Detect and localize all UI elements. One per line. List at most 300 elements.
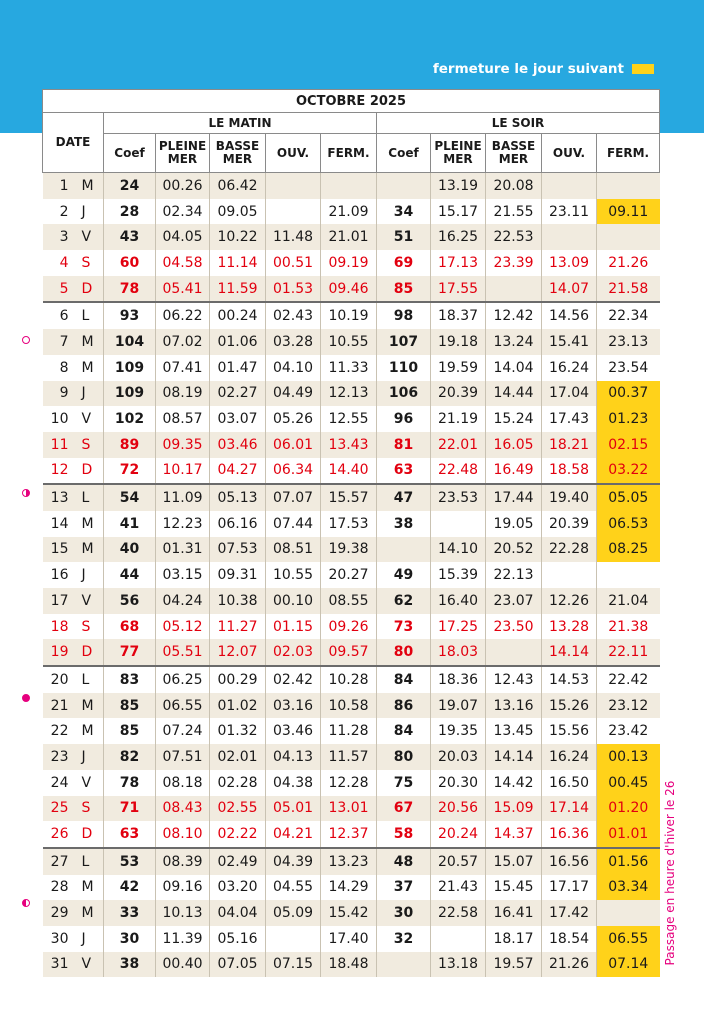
- evening-close: 22.34: [597, 302, 660, 329]
- morning-open: 08.51: [266, 537, 321, 563]
- morning-high-tide: 04.05: [156, 224, 210, 250]
- morning-low-tide: 02.01: [210, 744, 266, 770]
- evening-high-tide: 18.03: [431, 639, 486, 666]
- morning-close: 10.55: [321, 329, 377, 355]
- morning-open: 04.49: [266, 381, 321, 407]
- morning-open: 03.16: [266, 693, 321, 719]
- evening-high-tide: 20.57: [431, 848, 486, 875]
- morning-coef: 71: [104, 796, 156, 822]
- morning-open: 07.07: [266, 484, 321, 511]
- evening-high-tide: 19.07: [431, 693, 486, 719]
- evening-coef: 80: [377, 639, 431, 666]
- morning-high-tide: 10.17: [156, 458, 210, 485]
- morning-open: 05.26: [266, 406, 321, 432]
- morning-coef: 30: [104, 926, 156, 952]
- table-row: [43, 639, 660, 666]
- morning-coef: 56: [104, 588, 156, 614]
- evening-low-tide: [486, 639, 542, 666]
- morning-low-tide: 09.31: [210, 562, 266, 588]
- morning-low-tide: 11.27: [210, 614, 266, 640]
- evening-open: 22.28: [542, 537, 597, 563]
- day-of-week: M: [76, 173, 104, 199]
- evening-open: 18.58: [542, 458, 597, 485]
- table-row: [43, 484, 660, 511]
- morning-high-tide: 08.10: [156, 821, 210, 848]
- coef-header: Coef: [104, 134, 156, 173]
- morning-close: 21.01: [321, 224, 377, 250]
- evening-open: 13.09: [542, 250, 597, 276]
- morning-high-tide: 08.39: [156, 848, 210, 875]
- first-quarter-moon-icon: [22, 489, 30, 497]
- morning-close: 09.26: [321, 614, 377, 640]
- ouv-header: OUV.: [542, 134, 597, 173]
- morning-close: 14.40: [321, 458, 377, 485]
- evening-low-tide: 14.44: [486, 381, 542, 407]
- evening-close: 21.38: [597, 614, 660, 640]
- day-of-week: M: [76, 355, 104, 381]
- day-number: 1: [43, 173, 76, 199]
- day-of-week: L: [76, 484, 104, 511]
- table-row: [43, 848, 660, 875]
- evening-close: 06.53: [597, 511, 660, 537]
- morning-close: 18.48: [321, 952, 377, 978]
- day-number: 29: [43, 900, 76, 926]
- morning-coef: 44: [104, 562, 156, 588]
- evening-coef: 81: [377, 432, 431, 458]
- morning-open: 02.43: [266, 302, 321, 329]
- side-note: [661, 780, 679, 965]
- table-row: [43, 875, 660, 901]
- morning-coef: 109: [104, 381, 156, 407]
- evening-low-tide: 17.44: [486, 484, 542, 511]
- day-of-week: S: [76, 432, 104, 458]
- evening-close: 21.04: [597, 588, 660, 614]
- evening-close: 03.22: [597, 458, 660, 485]
- morning-high-tide: 08.57: [156, 406, 210, 432]
- day-number: 15: [43, 537, 76, 563]
- morning-high-tide: 07.02: [156, 329, 210, 355]
- morning-open: 07.15: [266, 952, 321, 978]
- morning-open: 01.15: [266, 614, 321, 640]
- evening-open: 17.04: [542, 381, 597, 407]
- morning-high-tide: 08.19: [156, 381, 210, 407]
- morning-open: [266, 173, 321, 199]
- morning-close: 10.58: [321, 693, 377, 719]
- day-number: 19: [43, 639, 76, 666]
- morning-header: LE MATIN: [104, 113, 377, 134]
- day-number: 12: [43, 458, 76, 485]
- morning-low-tide: 01.06: [210, 329, 266, 355]
- evening-open: 17.14: [542, 796, 597, 822]
- morning-low-tide: 02.55: [210, 796, 266, 822]
- morning-coef: 78: [104, 770, 156, 796]
- evening-close: 23.54: [597, 355, 660, 381]
- morning-coef: 33: [104, 900, 156, 926]
- evening-close: [597, 173, 660, 199]
- morning-close: 12.13: [321, 381, 377, 407]
- day-of-week: J: [76, 381, 104, 407]
- morning-close: 12.55: [321, 406, 377, 432]
- evening-close: 02.15: [597, 432, 660, 458]
- evening-coef: 84: [377, 718, 431, 744]
- evening-high-tide: 20.30: [431, 770, 486, 796]
- evening-open: 14.56: [542, 302, 597, 329]
- pleine-mer-header: PLEINE MER: [431, 134, 486, 173]
- evening-close: 03.34: [597, 875, 660, 901]
- morning-coef: 104: [104, 329, 156, 355]
- evening-close: [597, 224, 660, 250]
- morning-high-tide: 09.16: [156, 875, 210, 901]
- table-row: [43, 744, 660, 770]
- morning-close: 15.57: [321, 484, 377, 511]
- evening-high-tide: [431, 511, 486, 537]
- evening-close: 22.11: [597, 639, 660, 666]
- morning-high-tide: 11.09: [156, 484, 210, 511]
- evening-low-tide: 16.05: [486, 432, 542, 458]
- evening-high-tide: 13.19: [431, 173, 486, 199]
- day-of-week: M: [76, 329, 104, 355]
- morning-low-tide: 02.27: [210, 381, 266, 407]
- evening-close: 00.37: [597, 381, 660, 407]
- evening-low-tide: 23.50: [486, 614, 542, 640]
- new-moon-icon: [22, 336, 30, 344]
- evening-open: 14.07: [542, 276, 597, 303]
- day-number: 4: [43, 250, 76, 276]
- morning-open: 04.10: [266, 355, 321, 381]
- day-number: 6: [43, 302, 76, 329]
- morning-high-tide: 09.35: [156, 432, 210, 458]
- day-of-week: L: [76, 302, 104, 329]
- day-of-week: D: [76, 458, 104, 485]
- evening-close: 23.12: [597, 693, 660, 719]
- evening-close: 08.25: [597, 537, 660, 563]
- evening-high-tide: 22.48: [431, 458, 486, 485]
- morning-open: 11.48: [266, 224, 321, 250]
- morning-coef: 53: [104, 848, 156, 875]
- evening-low-tide: 22.13: [486, 562, 542, 588]
- day-number: 28: [43, 875, 76, 901]
- evening-low-tide: 14.42: [486, 770, 542, 796]
- legend: [433, 61, 654, 77]
- day-number: 26: [43, 821, 76, 848]
- evening-open: 15.26: [542, 693, 597, 719]
- morning-open: 04.39: [266, 848, 321, 875]
- morning-coef: 82: [104, 744, 156, 770]
- day-number: 31: [43, 952, 76, 978]
- table-row: [43, 432, 660, 458]
- evening-low-tide: [486, 276, 542, 303]
- evening-coef: 38: [377, 511, 431, 537]
- day-of-week: L: [76, 666, 104, 693]
- morning-close: 11.33: [321, 355, 377, 381]
- day-number: 2: [43, 199, 76, 225]
- morning-high-tide: 05.41: [156, 276, 210, 303]
- morning-close: 20.27: [321, 562, 377, 588]
- evening-coef: 67: [377, 796, 431, 822]
- morning-high-tide: 05.51: [156, 639, 210, 666]
- morning-coef: 68: [104, 614, 156, 640]
- day-number: 18: [43, 614, 76, 640]
- morning-high-tide: 06.22: [156, 302, 210, 329]
- morning-close: 12.37: [321, 821, 377, 848]
- day-of-week: L: [76, 848, 104, 875]
- evening-coef: 106: [377, 381, 431, 407]
- day-of-week: M: [76, 511, 104, 537]
- day-number: 30: [43, 926, 76, 952]
- evening-high-tide: 15.17: [431, 199, 486, 225]
- evening-close: 01.01: [597, 821, 660, 848]
- evening-coef: 73: [377, 614, 431, 640]
- morning-low-tide: 10.22: [210, 224, 266, 250]
- evening-coef: 86: [377, 693, 431, 719]
- table-row: [43, 900, 660, 926]
- morning-coef: 109: [104, 355, 156, 381]
- morning-coef: 40: [104, 537, 156, 563]
- morning-coef: 38: [104, 952, 156, 978]
- table-row: [43, 588, 660, 614]
- evening-open: 16.36: [542, 821, 597, 848]
- evening-open: 15.56: [542, 718, 597, 744]
- morning-close: 09.19: [321, 250, 377, 276]
- table-row: [43, 406, 660, 432]
- evening-high-tide: 17.13: [431, 250, 486, 276]
- evening-coef: 30: [377, 900, 431, 926]
- evening-coef: [377, 537, 431, 563]
- morning-close: 13.23: [321, 848, 377, 875]
- day-number: 20: [43, 666, 76, 693]
- evening-high-tide: 20.24: [431, 821, 486, 848]
- morning-low-tide: 01.02: [210, 693, 266, 719]
- evening-low-tide: 13.45: [486, 718, 542, 744]
- evening-open: 12.26: [542, 588, 597, 614]
- table-row: [43, 355, 660, 381]
- morning-low-tide: 06.16: [210, 511, 266, 537]
- table-row: [43, 926, 660, 952]
- day-number: 27: [43, 848, 76, 875]
- evening-low-tide: 18.17: [486, 926, 542, 952]
- morning-open: 03.28: [266, 329, 321, 355]
- evening-open: 18.54: [542, 926, 597, 952]
- evening-open: 16.24: [542, 744, 597, 770]
- evening-coef: 34: [377, 199, 431, 225]
- morning-open: 02.42: [266, 666, 321, 693]
- morning-open: 07.44: [266, 511, 321, 537]
- morning-open: 04.21: [266, 821, 321, 848]
- morning-open: 02.03: [266, 639, 321, 666]
- day-of-week: V: [76, 588, 104, 614]
- morning-low-tide: 09.05: [210, 199, 266, 225]
- morning-coef: 85: [104, 718, 156, 744]
- tide-table: [42, 89, 660, 977]
- evening-low-tide: 15.07: [486, 848, 542, 875]
- morning-coef: 72: [104, 458, 156, 485]
- evening-close: 00.13: [597, 744, 660, 770]
- morning-close: 13.01: [321, 796, 377, 822]
- evening-low-tide: 15.24: [486, 406, 542, 432]
- table-row: [43, 173, 660, 199]
- morning-open: 01.53: [266, 276, 321, 303]
- day-of-week: S: [76, 250, 104, 276]
- morning-low-tide: 04.04: [210, 900, 266, 926]
- table-row: [43, 666, 660, 693]
- evening-high-tide: 20.56: [431, 796, 486, 822]
- morning-open: 00.51: [266, 250, 321, 276]
- morning-low-tide: 10.38: [210, 588, 266, 614]
- legend-text: fermeture le jour suivant: [432, 61, 624, 77]
- table-row: [43, 537, 660, 563]
- evening-high-tide: 19.18: [431, 329, 486, 355]
- morning-close: 17.40: [321, 926, 377, 952]
- evening-close: 23.13: [597, 329, 660, 355]
- table-row: [43, 381, 660, 407]
- evening-open: [542, 224, 597, 250]
- evening-coef: 110: [377, 355, 431, 381]
- evening-low-tide: 15.09: [486, 796, 542, 822]
- evening-high-tide: 22.01: [431, 432, 486, 458]
- table-row: [43, 302, 660, 329]
- evening-open: [542, 173, 597, 199]
- evening-close: 21.26: [597, 250, 660, 276]
- morning-open: [266, 199, 321, 225]
- day-of-week: V: [76, 224, 104, 250]
- evening-high-tide: 18.37: [431, 302, 486, 329]
- ferm-header: FERM.: [321, 134, 377, 173]
- evening-low-tide: 14.04: [486, 355, 542, 381]
- evening-close: 09.11: [597, 199, 660, 225]
- morning-coef: 42: [104, 875, 156, 901]
- evening-close: 01.56: [597, 848, 660, 875]
- morning-high-tide: 00.40: [156, 952, 210, 978]
- month-title: OCTOBRE 2025: [43, 90, 660, 113]
- evening-open: 15.41: [542, 329, 597, 355]
- day-number: 11: [43, 432, 76, 458]
- day-of-week: M: [76, 875, 104, 901]
- evening-coef: 37: [377, 875, 431, 901]
- day-number: 5: [43, 276, 76, 303]
- evening-close: 06.55: [597, 926, 660, 952]
- table-row: [43, 770, 660, 796]
- evening-close: 01.23: [597, 406, 660, 432]
- ferm-header: FERM.: [597, 134, 660, 173]
- evening-high-tide: 13.18: [431, 952, 486, 978]
- morning-high-tide: 04.58: [156, 250, 210, 276]
- evening-low-tide: 20.52: [486, 537, 542, 563]
- morning-high-tide: 11.39: [156, 926, 210, 952]
- morning-low-tide: 03.20: [210, 875, 266, 901]
- morning-close: 13.43: [321, 432, 377, 458]
- full-moon-icon: [22, 694, 30, 702]
- morning-coef: 83: [104, 666, 156, 693]
- evening-open: 16.50: [542, 770, 597, 796]
- day-number: 23: [43, 744, 76, 770]
- morning-low-tide: 00.24: [210, 302, 266, 329]
- evening-coef: 49: [377, 562, 431, 588]
- morning-high-tide: 04.24: [156, 588, 210, 614]
- evening-low-tide: 12.43: [486, 666, 542, 693]
- morning-low-tide: 02.22: [210, 821, 266, 848]
- table-row: [43, 458, 660, 485]
- morning-coef: 28: [104, 199, 156, 225]
- side-note-text: Passage en heure d'hiver le 26: [663, 780, 677, 965]
- evening-high-tide: 23.53: [431, 484, 486, 511]
- evening-high-tide: 19.59: [431, 355, 486, 381]
- day-of-week: S: [76, 614, 104, 640]
- evening-close: 23.42: [597, 718, 660, 744]
- evening-open: 16.56: [542, 848, 597, 875]
- morning-high-tide: 10.13: [156, 900, 210, 926]
- morning-low-tide: 03.46: [210, 432, 266, 458]
- morning-low-tide: 07.53: [210, 537, 266, 563]
- morning-high-tide: 07.51: [156, 744, 210, 770]
- evening-coef: 85: [377, 276, 431, 303]
- evening-high-tide: 21.19: [431, 406, 486, 432]
- evening-open: 13.28: [542, 614, 597, 640]
- morning-low-tide: 12.07: [210, 639, 266, 666]
- table-row: [43, 614, 660, 640]
- evening-low-tide: 19.57: [486, 952, 542, 978]
- day-number: 24: [43, 770, 76, 796]
- morning-open: 05.01: [266, 796, 321, 822]
- day-number: 9: [43, 381, 76, 407]
- evening-high-tide: 19.35: [431, 718, 486, 744]
- evening-coef: 107: [377, 329, 431, 355]
- evening-high-tide: 17.25: [431, 614, 486, 640]
- morning-high-tide: 02.34: [156, 199, 210, 225]
- morning-low-tide: 06.42: [210, 173, 266, 199]
- morning-close: 09.46: [321, 276, 377, 303]
- morning-close: 15.42: [321, 900, 377, 926]
- morning-close: 19.38: [321, 537, 377, 563]
- evening-high-tide: 22.58: [431, 900, 486, 926]
- morning-high-tide: 06.25: [156, 666, 210, 693]
- morning-high-tide: 08.18: [156, 770, 210, 796]
- evening-close: [597, 900, 660, 926]
- evening-open: [542, 562, 597, 588]
- day-of-week: D: [76, 639, 104, 666]
- evening-coef: 58: [377, 821, 431, 848]
- morning-coef: 93: [104, 302, 156, 329]
- morning-low-tide: 11.59: [210, 276, 266, 303]
- table-row: [43, 821, 660, 848]
- day-number: 17: [43, 588, 76, 614]
- evening-high-tide: 16.40: [431, 588, 486, 614]
- evening-coef: 75: [377, 770, 431, 796]
- evening-low-tide: 13.24: [486, 329, 542, 355]
- evening-coef: 32: [377, 926, 431, 952]
- day-of-week: J: [76, 562, 104, 588]
- evening-coef: 84: [377, 666, 431, 693]
- day-of-week: M: [76, 693, 104, 719]
- table-row: [43, 511, 660, 537]
- day-of-week: S: [76, 796, 104, 822]
- morning-high-tide: 06.55: [156, 693, 210, 719]
- table-row: [43, 224, 660, 250]
- morning-close: [321, 173, 377, 199]
- day-of-week: V: [76, 406, 104, 432]
- morning-low-tide: 03.07: [210, 406, 266, 432]
- morning-low-tide: 04.27: [210, 458, 266, 485]
- basse-mer-header: BASSE MER: [486, 134, 542, 173]
- day-number: 21: [43, 693, 76, 719]
- morning-coef: 102: [104, 406, 156, 432]
- day-number: 3: [43, 224, 76, 250]
- evening-coef: 96: [377, 406, 431, 432]
- evening-close: [597, 562, 660, 588]
- day-of-week: M: [76, 718, 104, 744]
- evening-high-tide: 17.55: [431, 276, 486, 303]
- table-row: [43, 562, 660, 588]
- day-number: 13: [43, 484, 76, 511]
